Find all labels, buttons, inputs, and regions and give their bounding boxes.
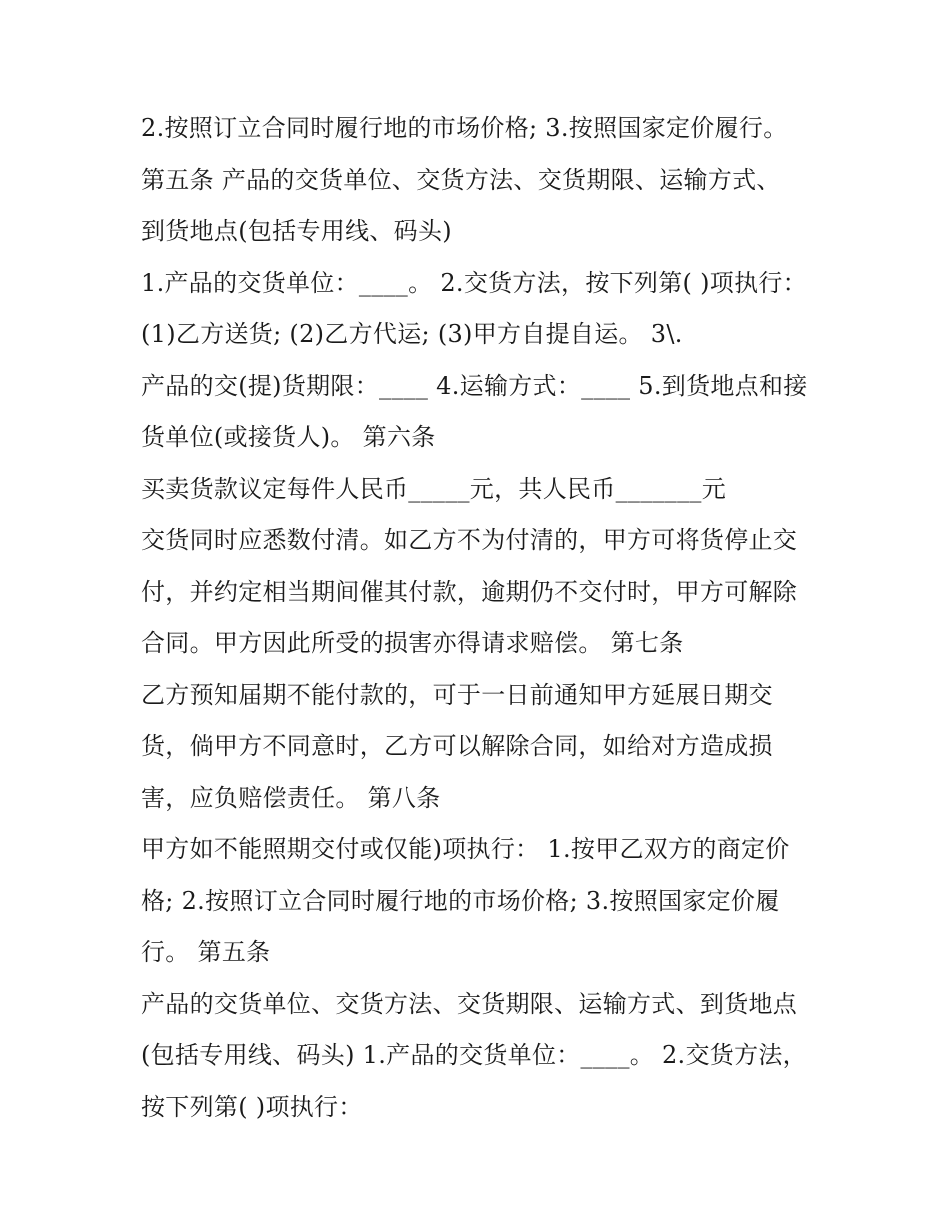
text-line: 行。 第五条 — [141, 938, 271, 966]
text-line: 格; 2.按照订立合同时履行地的市场价格; 3.按照国家定价履 — [141, 886, 780, 915]
text-line: 1.产品的交货单位：____。 2.交货方法，按下列第( )项执行： — [141, 268, 807, 297]
text-line: 产品的交(提)货期限：____ 4.运输方式：____ 5.到货地点和接 — [141, 371, 808, 400]
text-line: 乙方预知届期不能付款的，可于一日前通知甲方延展日期交 — [141, 680, 773, 709]
text-line: 买卖货款议定每件人民币_____元，共人民币_______元 — [141, 474, 726, 503]
text-line: 害，应负赔偿责任。 第八条 — [141, 783, 441, 812]
text-line: 交货同时应悉数付清。如乙方不为付清的，甲方可将货停止交 — [141, 526, 798, 554]
text-line: (1)乙方送货; (2)乙方代运; (3)甲方自提自运。 3\. — [141, 320, 683, 348]
text-line: (包括专用线、码头) 1.产品的交货单位：____。 2.交货方法， — [141, 1041, 807, 1069]
text-line: 甲方如不能照期交付或仅能)项执行： 1.按甲乙双方的商定价 — [141, 835, 790, 863]
text-line: 到货地点(包括专用线、码头) — [141, 217, 452, 245]
text-line: 付，并约定相当期间催其付款，逾期仍不交付时，甲方可解除 — [141, 577, 798, 606]
document-body — [141, 103, 831, 1133]
text-line: 货，倘甲方不同意时，乙方可以解除合同，如给对方造成损 — [141, 732, 773, 760]
text-line: 第五条 产品的交货单位、交货方法、交货期限、运输方式、 — [141, 165, 781, 194]
text-line: 货单位(或接货人)。 第六条 — [141, 423, 436, 451]
text-line: 产品的交货单位、交货方法、交货期限、运输方式、到货地点 — [141, 989, 798, 1018]
text-line: 合同。甲方因此所受的损害亦得请求赔偿。 第七条 — [141, 629, 684, 657]
text-line: 按下列第( )项执行： — [141, 1092, 363, 1121]
text-line: 2.按照订立合同时履行地的市场价格; 3.按照国家定价履行。 — [141, 114, 788, 142]
